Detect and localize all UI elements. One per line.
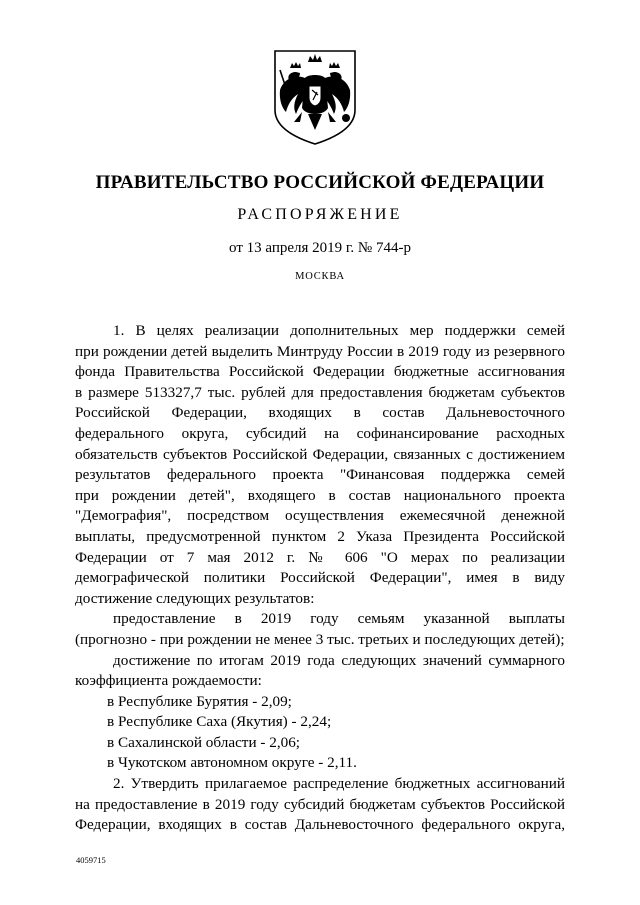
government-title: ПРАВИТЕЛЬСТВО РОССИЙСКОЙ ФЕДЕРАЦИИ xyxy=(95,172,545,193)
body-line: при рождении детей выделить Минтруду России в 2019 году из резервного xyxy=(75,342,565,360)
body-line: предоставление в 2019 году семьям указанной выплаты xyxy=(113,610,565,628)
region-item: в Чукотском автономном округе - 2,11. xyxy=(107,754,357,772)
document-body xyxy=(75,321,565,836)
body-line: достижение по итогам 2019 года следующих значений суммарного xyxy=(113,651,565,669)
region-item: в Республике Бурятия - 2,09; xyxy=(107,692,292,710)
body-line: результатов федерального проекта "Финансовая поддержка семей xyxy=(75,466,565,484)
document-code: 4059715 xyxy=(76,855,106,865)
body-line: Российской Федерации, входящих в состав Дальневосточного xyxy=(75,404,565,422)
document-place: МОСКВА xyxy=(295,271,345,282)
region-item: в Республике Саха (Якутия) - 2,24; xyxy=(107,713,332,731)
body-line: на предоставление в 2019 году субсидий бюджетам субъектов Российской xyxy=(75,795,565,813)
body-line: (прогнозно - при рождении не менее 3 тыс. третьих и последующих детей); xyxy=(75,630,565,648)
body-line: коэффициента рождаемости: xyxy=(75,672,262,690)
body-line: в размере 513327,7 тыс. рублей для предоставления бюджетам субъектов xyxy=(75,383,565,401)
body-line: 1. В целях реализации дополнительных мер поддержки семей xyxy=(113,322,565,339)
body-line: 2. Утвердить прилагаемое распределение бюджетных ассигнований xyxy=(113,775,565,793)
body-line: демографической политики Российской Федерации", имея в виду xyxy=(75,569,565,587)
body-line: Федерации, входящих в состав Дальневосточного федерального округа, xyxy=(75,816,565,834)
region-item: в Сахалинской области - 2,06; xyxy=(107,733,301,751)
body-line: при рождении детей", входящего в состав национального проекта xyxy=(75,486,565,504)
document-type: РАСПОРЯЖЕНИЕ xyxy=(237,206,403,223)
body-line: выплаты, предусмотренной пунктом 2 Указа Президента Российской xyxy=(75,527,565,545)
document-date-number: от 13 апреля 2019 г. № 744-р xyxy=(229,240,411,256)
body-line: достижение следующих результатов: xyxy=(75,589,315,607)
body-line: Федерации от 7 мая 2012 г. № 606 "О мерах по реализации xyxy=(75,548,565,566)
body-line: федерального округа, субсидий на софинансирование расходных xyxy=(75,424,565,442)
body-line: обязательств субъектов Российской Федерации, связанных с достижением xyxy=(75,445,565,463)
body-line: "Демография", посредством осуществления ежемесячной денежной xyxy=(75,507,565,525)
body-line: фонда Правительства Российской Федерации бюджетные ассигнования xyxy=(75,363,565,381)
coat-of-arms-emblem xyxy=(272,48,358,146)
